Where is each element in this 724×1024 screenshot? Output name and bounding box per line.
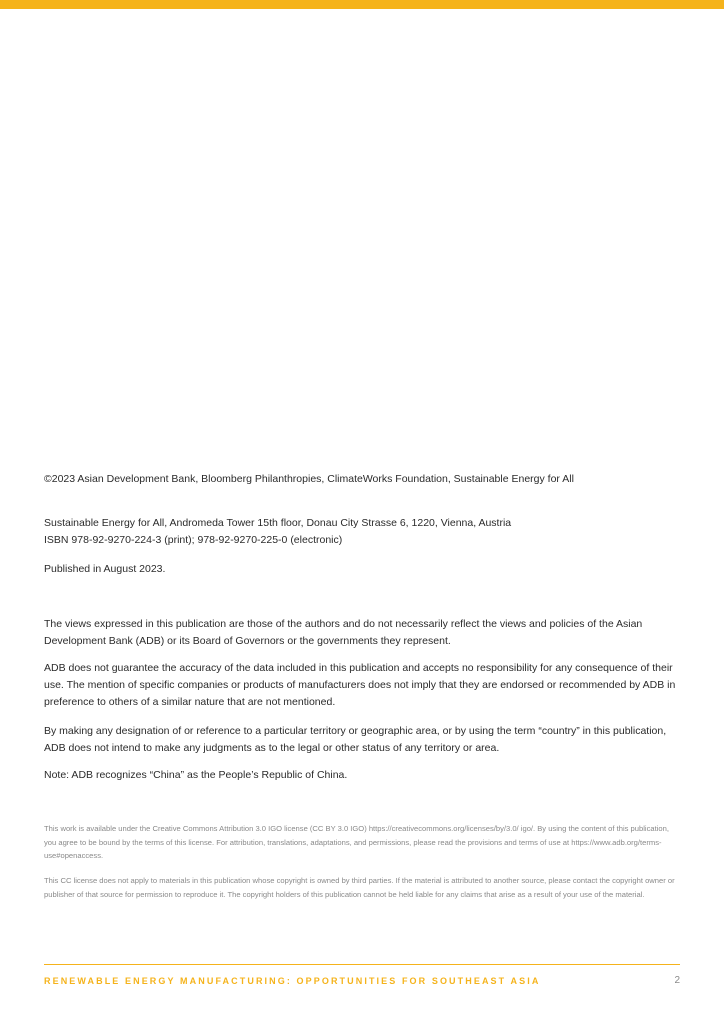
- license-note: This CC license does not apply to materials in this publication whose copyright is owned by third parties. If the material is attributed to another source, please contact the copyright owner or publisher of that source for permission to reproduce it. The copyright holders of this publication cannot be held liable for any claims that arise as a result of your use of the material.: [44, 876, 675, 899]
- copyright-line: ©2023 Asian Development Bank, Bloomberg Philanthropies, ClimateWorks Foundation, Sustainable Energy for All: [44, 473, 574, 485]
- top-accent-bar: [0, 0, 724, 9]
- disclaimer-paragraph: ADB does not guarantee the accuracy of the data included in this publication and accepts no responsibility for any consequence of their use. The mention of specific companies or products of manufacturers does not imply that they are endorsed or recommended by ADB in preference to others of a similar nature that are not mentioned.: [44, 662, 676, 708]
- china-note: Note: ADB recognizes “China” as the People’s Republic of China.: [44, 769, 348, 781]
- disclaimer-paragraph: The views expressed in this publication are those of the authors and do not necessarily reflect the views and policies of the Asian Development Bank (ADB) or its Board of Governors or the governments they represent.: [44, 618, 643, 647]
- page-number: 2: [674, 975, 680, 986]
- isbn-line: ISBN 978-92-9270-224-3 (print); 978-92-9270-225-0 (electronic): [44, 534, 343, 546]
- address-line: Sustainable Energy for All, Andromeda Tower 15th floor, Donau City Strasse 6, 1220, Vienna, Austria: [44, 517, 512, 529]
- license-note: This work is available under the Creative Commons Attribution 3.0 IGO license (CC BY 3.0 IGO) https://creativecommons.org/licenses/by/3.0/ igo/. By using the content of this publication, you agree to be bound by the terms of this license. For attribution, translations, adaptations, and permissions, please read the provisions and terms of use at https://www.adb.org/terms-use#openaccess.: [44, 824, 669, 860]
- footer-title: RENEWABLE ENERGY MANUFACTURING: OPPORTUNITIES FOR SOUTHEAST ASIA: [44, 976, 541, 986]
- footer-divider: [44, 964, 680, 965]
- published-date: Published in August 2023.: [44, 563, 166, 575]
- disclaimer-paragraph: By making any designation of or reference to a particular territory or geographic area, or by using the term “country” in this publication, ADB does not intend to make any judgments as to the legal or other status of any territory or area.: [44, 725, 667, 754]
